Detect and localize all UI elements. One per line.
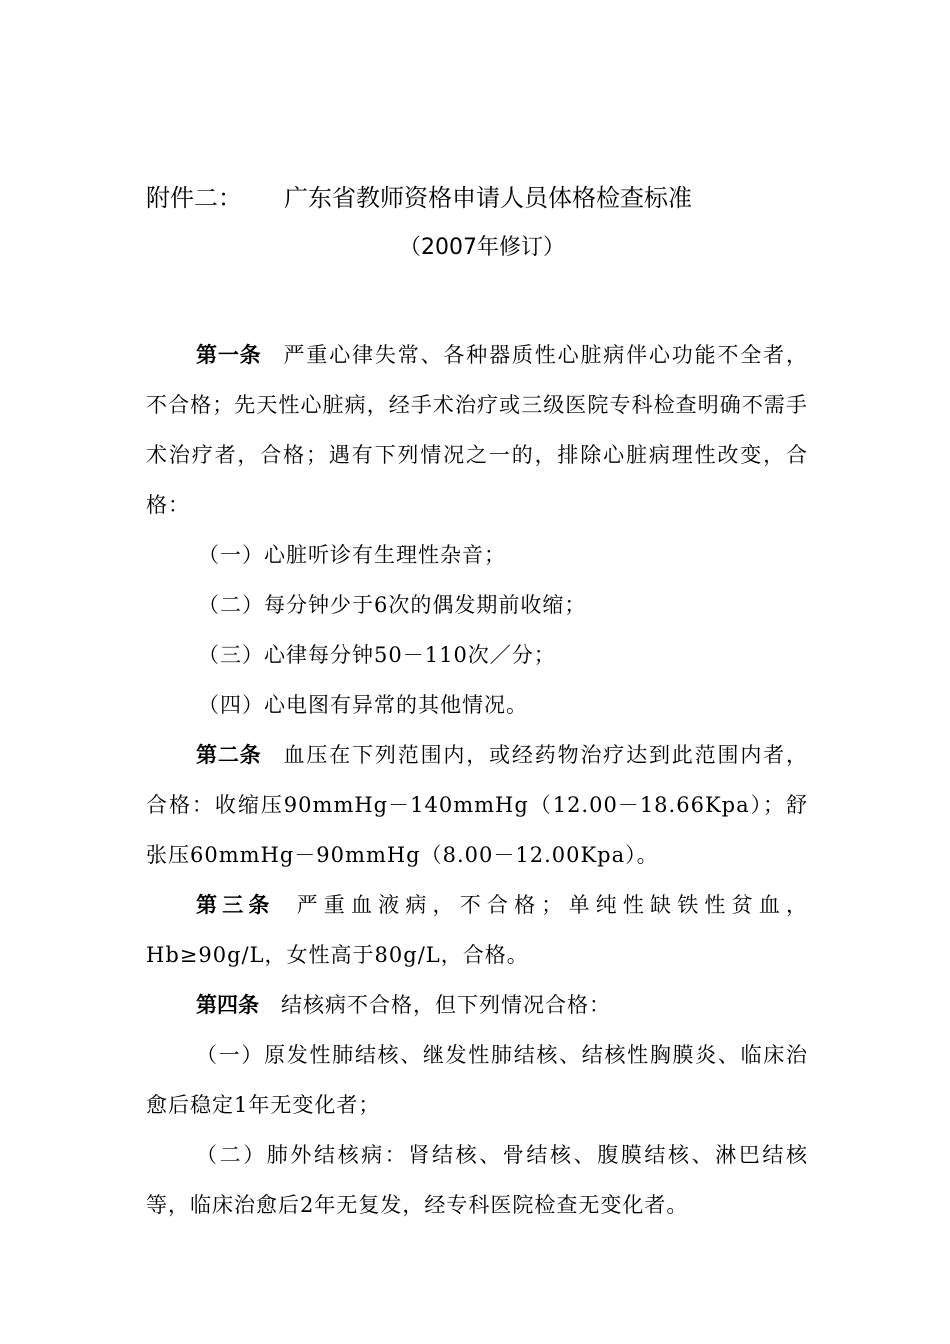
article-1-item-2: （二）每分钟少于6次的偶发期前收缩； (198, 593, 587, 617)
article-4-item-1: （一）原发性肺结核、继发性肺结核、结核性胸膜炎、临床治愈后稳定1年无变化者； (146, 1043, 808, 1117)
article-label: 第一条 (196, 343, 262, 367)
document-body (146, 330, 808, 1230)
article-label: 第四条 (196, 993, 259, 1017)
article-label: 第三条 (196, 893, 275, 917)
article-2 (146, 730, 808, 880)
article-4 (146, 980, 808, 1030)
article-4-item-2: （二）肺外结核病：肾结核、骨结核、腹膜结核、淋巴结核等，临床治愈后2年无复发，经专科医院检查无变化者。 (146, 1143, 808, 1217)
document-heading (146, 180, 692, 216)
article-text: 严重心律失常、各种器质性心脏病伴心功能不全者，不合格；先天性心脏病，经手术治疗或三级医院专科检查明确不需手术治疗者，合格；遇有下列情况之一的，排除心脏病理性改变，合格： (146, 343, 809, 517)
article-3 (146, 880, 808, 980)
article-text: 结核病不合格，但下列情况合格： (281, 993, 611, 1017)
document-title: 广东省教师资格申请人员体格检查标准 (284, 184, 692, 212)
article-1 (146, 330, 808, 530)
article-1-item-4: （四）心电图有异常的其他情况。 (198, 693, 528, 717)
article-text: 血压在下列范围内，或经药物治疗达到此范围内者，合格：收缩压90mmHg－140mmHg（12.00－18.66Kpa）；舒张压60mmHg－90mmHg（8.00－12.00Kpa）。 (146, 743, 809, 867)
article-text: 严重血液病，不合格；单纯性缺铁性贫血，Hb≥90g/L，女性高于80g/L，合格。 (146, 893, 809, 967)
article-label: 第二条 (196, 743, 262, 767)
article-1-item-3: （三）心律每分钟50－110次／分； (198, 643, 556, 667)
attachment-label: 附件二： (146, 184, 242, 212)
article-1-item-1: （一）心脏听诊有生理性杂音； (198, 543, 506, 567)
document-subtitle: （2007年修订） (399, 235, 565, 260)
